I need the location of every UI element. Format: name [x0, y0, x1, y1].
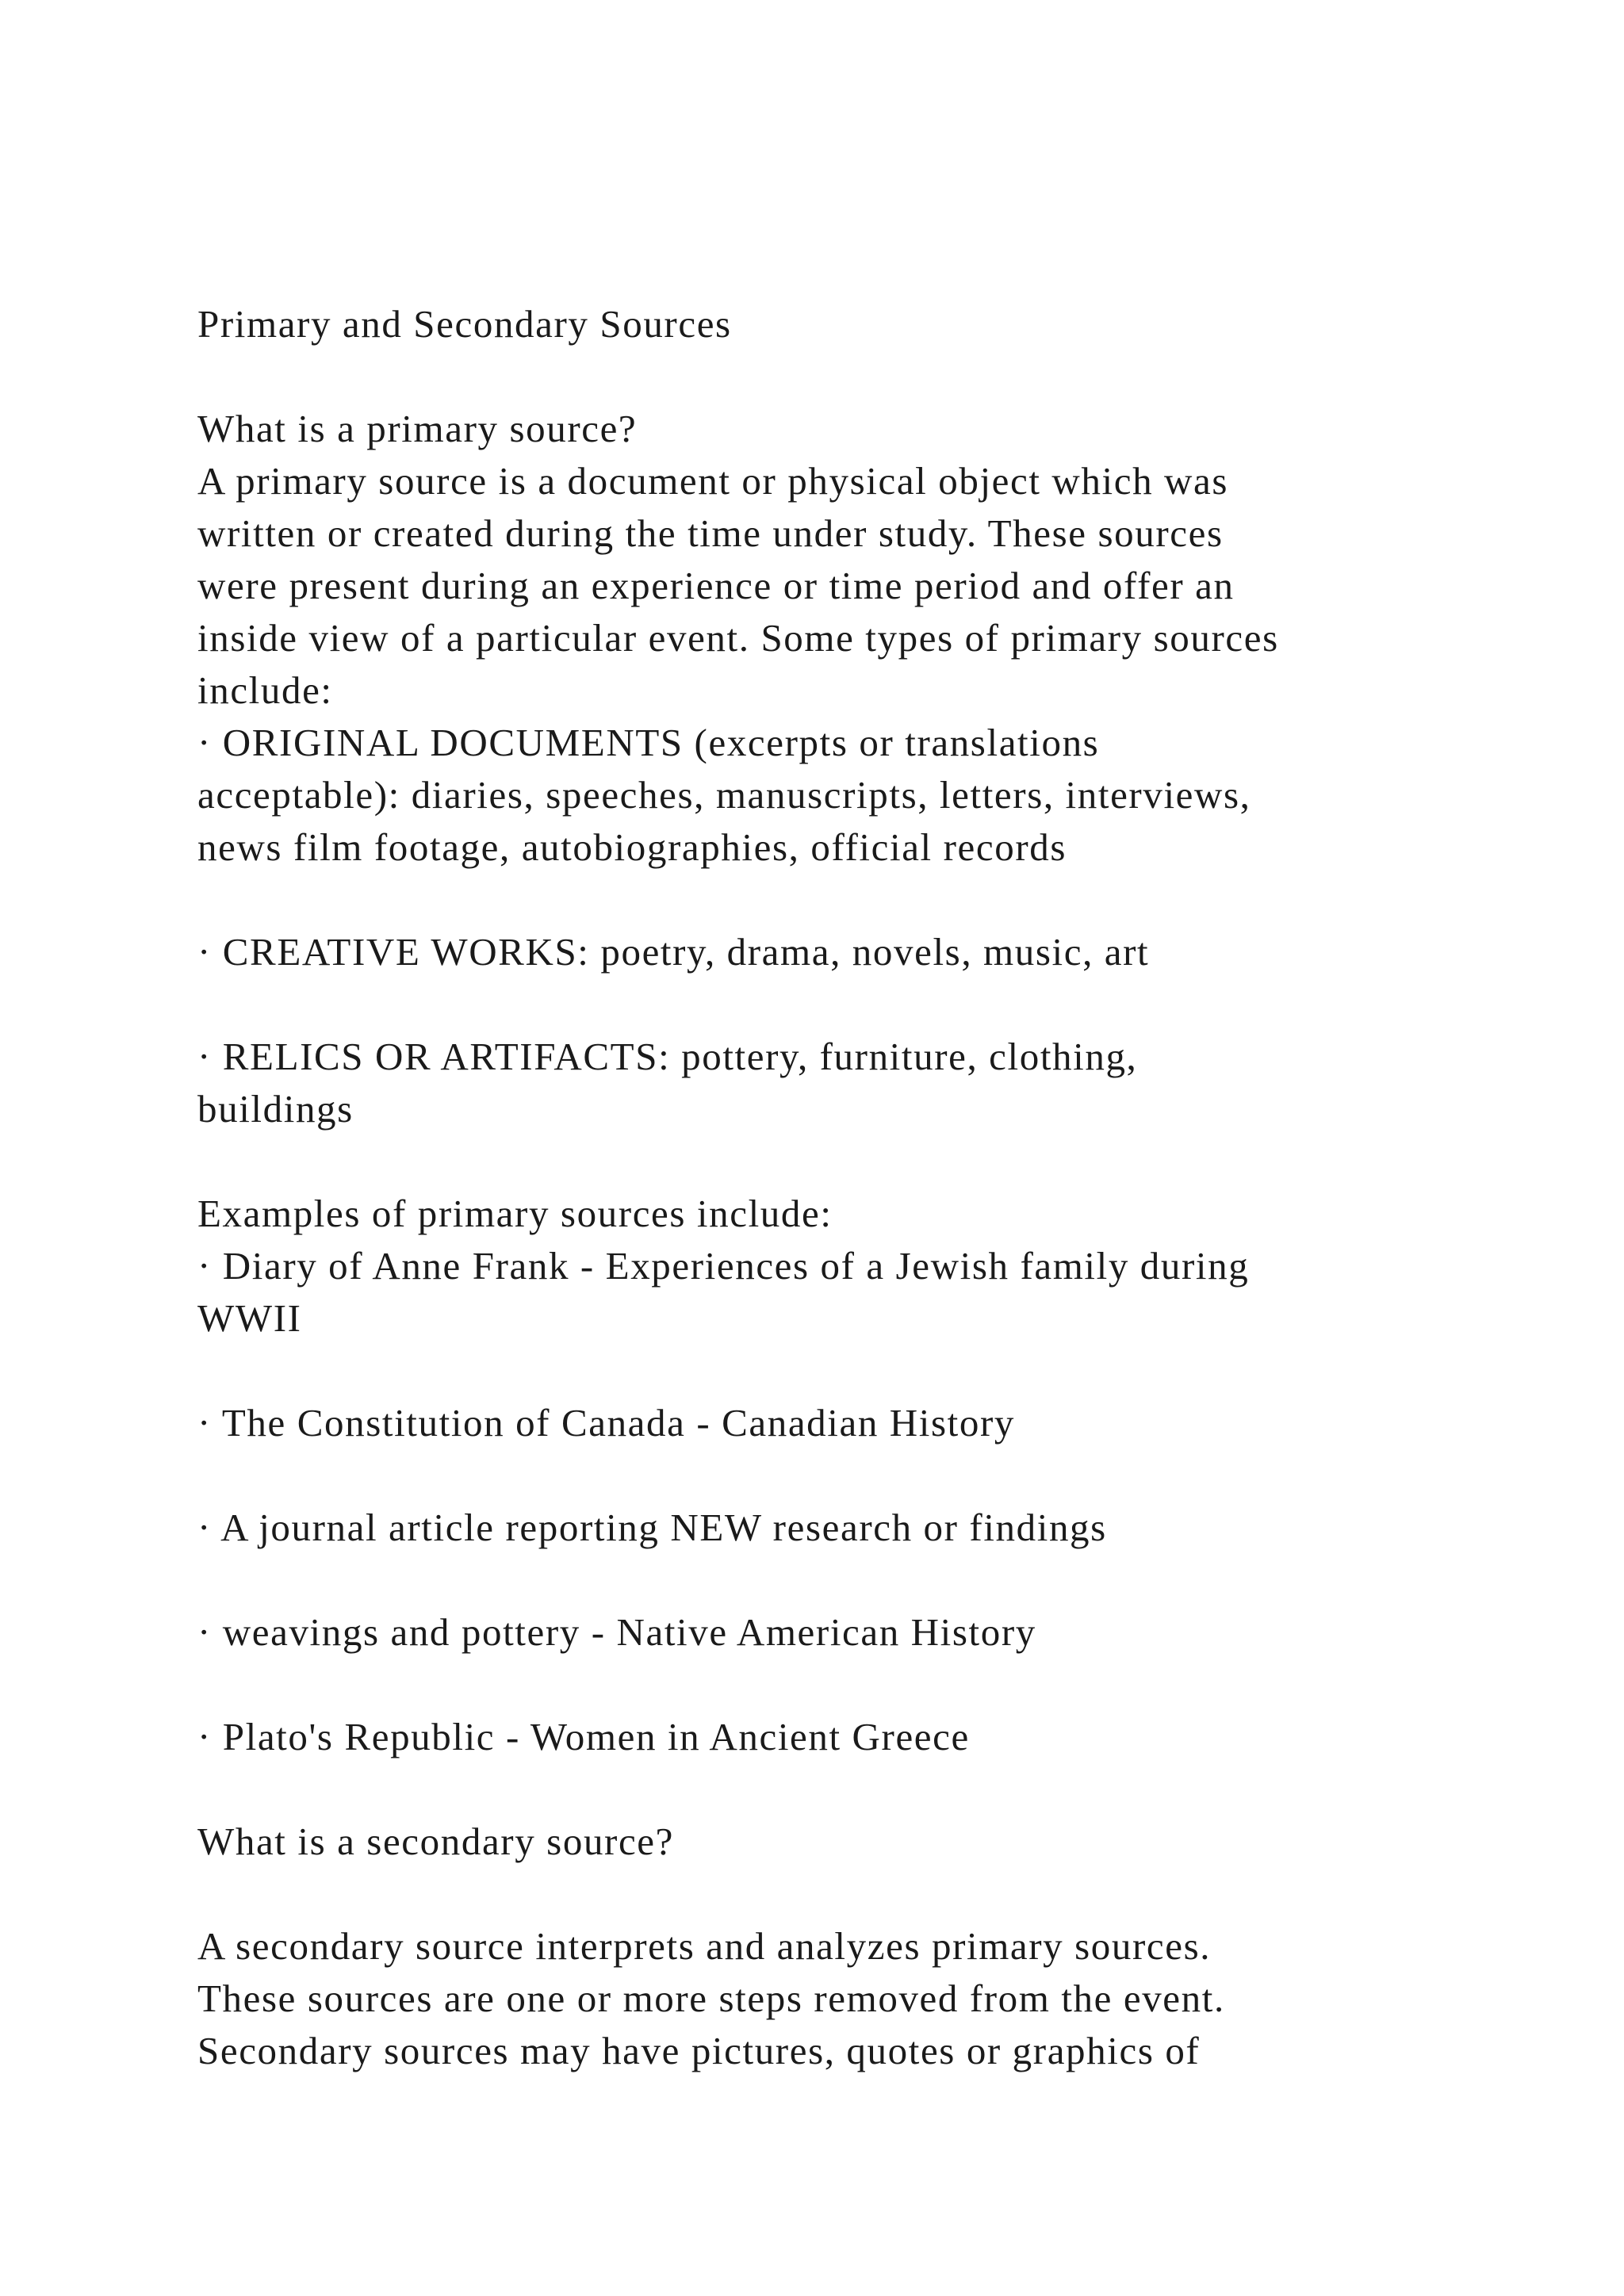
list-item-relics: [197, 1031, 1498, 1135]
paragraph-line: These sources are one or more steps removed from the event.: [197, 1976, 1225, 2020]
document-body: [197, 298, 1498, 2077]
blank-line: [197, 874, 1498, 926]
blank-line: [197, 1135, 1498, 1188]
list-item-line: news film footage, autobiographies, official records: [197, 825, 1067, 869]
secondary-source-definition: [197, 1920, 1498, 2077]
blank-line: [197, 1345, 1498, 1397]
list-item-line: buildings: [197, 1087, 354, 1131]
list-item-line: · ORIGINAL DOCUMENTS (excerpts or translations: [197, 721, 1100, 764]
example-weavings: · weavings and pottery - Native American History: [197, 1610, 1036, 1654]
document-title: Primary and Secondary Sources: [197, 302, 732, 346]
paragraph-line: inside view of a particular event. Some types of primary sources: [197, 616, 1279, 660]
paragraph-line: A primary source is a document or physical object which was: [197, 459, 1229, 503]
blank-line: [197, 1868, 1498, 1920]
secondary-source-question: What is a secondary source?: [197, 1820, 675, 1863]
blank-line: [197, 350, 1498, 403]
paragraph-line: were present during an experience or time period and offer an: [197, 564, 1235, 607]
examples-heading: Examples of primary sources include:: [197, 1192, 833, 1235]
list-item-line: acceptable): diaries, speeches, manuscripts, letters, interviews,: [197, 773, 1251, 817]
primary-source-question: What is a primary source?: [197, 407, 638, 450]
paragraph-line: written or created during the time under study. These sources: [197, 511, 1224, 555]
list-item-creative-works: · CREATIVE WORKS: poetry, drama, novels, music, art: [197, 930, 1150, 974]
example-journal-article: · A journal article reporting NEW research or findings: [197, 1506, 1107, 1549]
blank-line: [197, 1449, 1498, 1502]
paragraph-line: include:: [197, 668, 333, 712]
list-item-line: · RELICS OR ARTIFACTS: pottery, furniture, clothing,: [197, 1035, 1138, 1078]
example-constitution: · The Constitution of Canada - Canadian History: [197, 1401, 1015, 1445]
blank-line: [197, 1554, 1498, 1606]
example-plato: · Plato's Republic - Women in Ancient Greece: [197, 1715, 970, 1758]
blank-line: [197, 1659, 1498, 1711]
blank-line: [197, 1763, 1498, 1816]
primary-source-definition: [197, 455, 1498, 717]
example-anne-frank: [197, 1240, 1498, 1345]
list-item-line: WWII: [197, 1296, 302, 1340]
list-item-original-documents: [197, 717, 1498, 874]
paragraph-line: Secondary sources may have pictures, quotes or graphics of: [197, 2029, 1201, 2072]
blank-line: [197, 978, 1498, 1031]
paragraph-line: A secondary source interprets and analyzes primary sources.: [197, 1924, 1212, 1968]
list-item-line: · Diary of Anne Frank - Experiences of a Jewish family during: [197, 1244, 1250, 1288]
